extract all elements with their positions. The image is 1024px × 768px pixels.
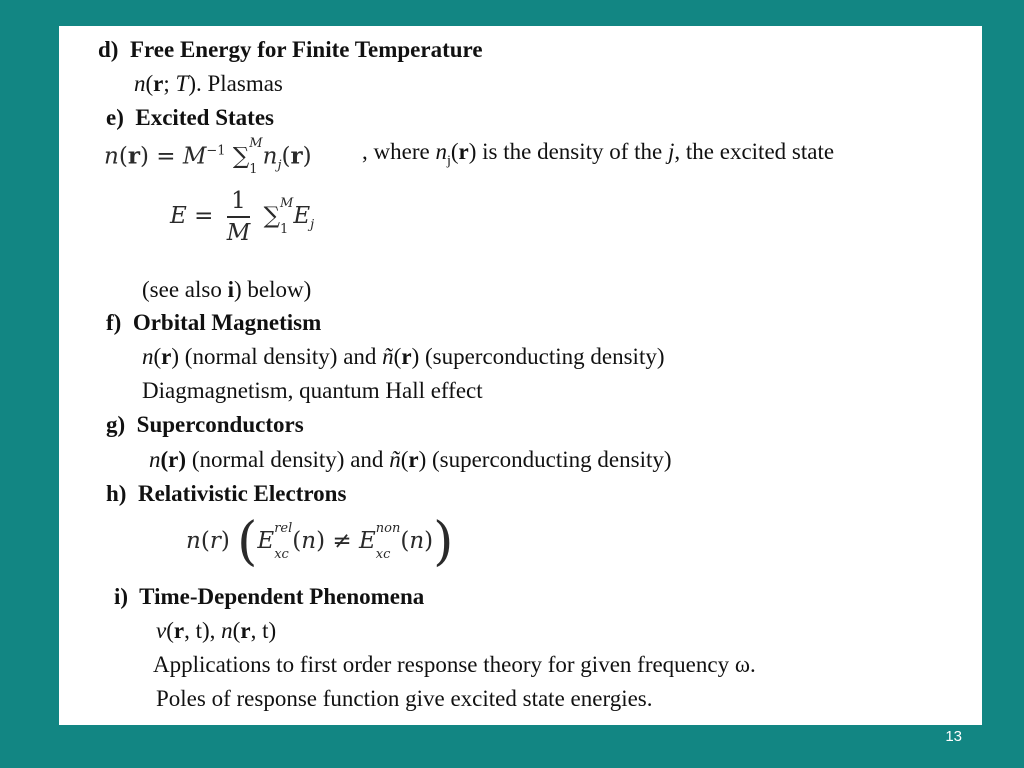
i-line-2: Applications to first order response theory for given frequency ω. [153,652,756,677]
excited-density-description: , where $n_j(r)$ is the density of the j, the excited state [362,139,835,169]
i-line-1: v(r, t), n(r, t) [156,618,277,643]
f-line-2: Diagmagnetism, quantum Hall effect [142,378,483,403]
excited-energy-equation: E = $\frac{1}{M}$ ∑$^M$ $_1E_j$ [170,188,315,246]
heading-h: h) Relativistic Electrons [106,481,347,506]
f-line-1: n(r) (normal density) and ñ(r) (superconducting density) [142,344,665,369]
excited-density-equation: $n(r) = M^{-1}$ ∑$^M$ $_1n_j(r)$ [104,136,312,178]
heading-d: d) Free Energy for Finite Temperature [98,37,483,62]
heading-i: i) Time-Dependent Phenomena [114,584,425,609]
i-line-3: Poles of response function give excited state energies. [156,686,653,711]
page-number: 13 [945,728,962,745]
heading-g: g) Superconductors [106,412,304,437]
relativistic-xc-equation: n(r) ($E^{rel}$ $_{xc}(n) \ne E^{non}$ $_{xc}$(n)) [186,512,454,572]
see-also-note: (see also i) below) [142,277,312,302]
heading-e: e) Excited States [106,105,274,130]
g-line-1: n(r) (normal density) and ñ(r) (superconducting density) [149,447,672,472]
d-line-1: n(r; T). Plasmas [134,71,283,96]
heading-f: f) Orbital Magnetism [106,310,322,335]
